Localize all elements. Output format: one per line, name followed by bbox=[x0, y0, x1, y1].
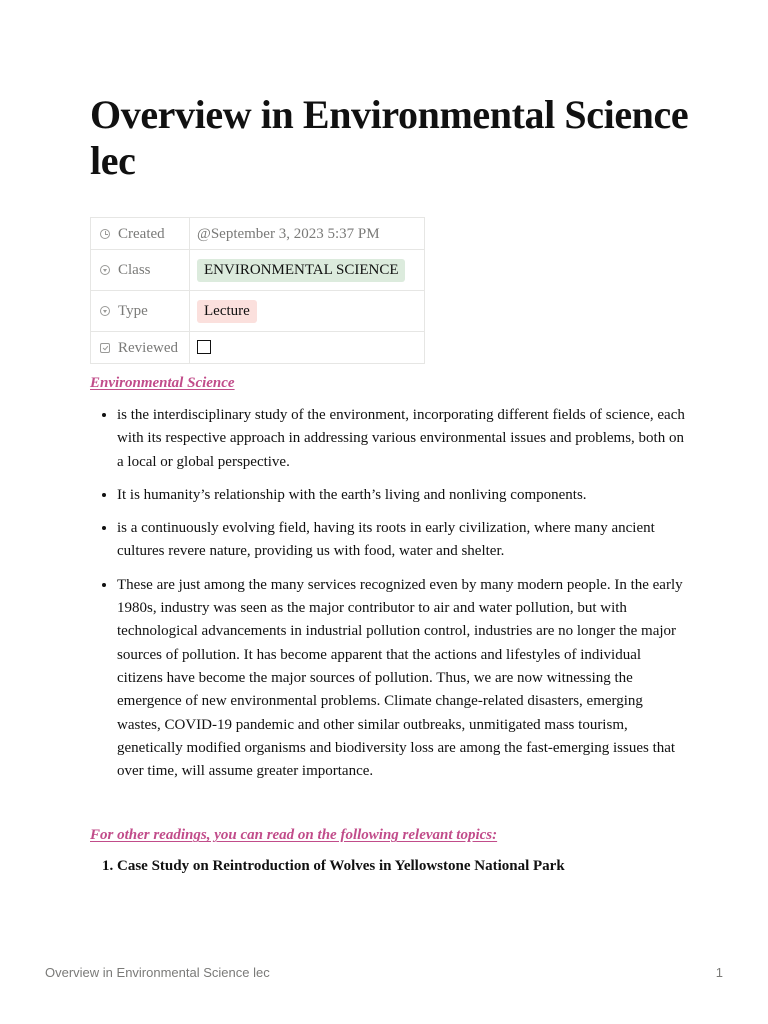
property-key-reviewed bbox=[91, 332, 190, 364]
created-date: @September 3, 2023 5:37 PM bbox=[197, 225, 380, 242]
property-row-reviewed bbox=[91, 332, 425, 364]
other-readings-list bbox=[90, 855, 690, 878]
property-value-type[interactable] bbox=[190, 291, 425, 332]
property-label: Created bbox=[118, 225, 165, 242]
list-item: • is a continuously evolving field, having its roots in early civilization, where many ancient cultures revere nature, providing us with food, water and shelter. bbox=[117, 516, 690, 564]
property-row-class bbox=[91, 250, 425, 291]
select-icon bbox=[100, 306, 110, 316]
property-value-reviewed bbox=[190, 332, 425, 364]
class-tag[interactable]: ENVIRONMENTAL SCIENCE bbox=[197, 259, 405, 282]
property-key-type bbox=[91, 291, 190, 332]
property-key-created bbox=[91, 218, 190, 250]
clock-icon bbox=[100, 229, 110, 239]
property-label: Reviewed bbox=[118, 339, 178, 356]
property-row-type bbox=[91, 291, 425, 332]
property-value-created[interactable] bbox=[190, 218, 425, 250]
footer-title: Overview in Environmental Science lec bbox=[45, 965, 270, 980]
environmental-science-list bbox=[90, 403, 690, 783]
page-number: 1 bbox=[715, 965, 723, 980]
property-label: Type bbox=[118, 303, 148, 319]
select-icon bbox=[100, 265, 110, 275]
document-page bbox=[90, 92, 690, 878]
property-value-class[interactable] bbox=[190, 250, 425, 291]
list-item: 1. Case Study on Reintroduction of Wolves in Yellowstone National Park bbox=[117, 855, 690, 878]
properties-table bbox=[90, 217, 425, 364]
reviewed-checkbox[interactable] bbox=[197, 340, 211, 354]
page-title: Overview in Environmental Science lec bbox=[90, 92, 689, 183]
property-key-class bbox=[91, 250, 190, 291]
checkbox-icon bbox=[100, 343, 110, 353]
property-label: Class bbox=[118, 262, 151, 278]
property-row-created bbox=[91, 218, 425, 250]
list-item: • It is humanity’s relationship with the earth’s living and nonliving components. bbox=[117, 483, 690, 507]
list-item: • is the interdisciplinary study of the environment, incorporating different fields of science, each with its respective approach in addressing various environmental issues and problems, both on a local or global perspective. bbox=[117, 403, 690, 474]
section-heading-other-readings[interactable]: For other readings, you can read on the following relevant topics: bbox=[90, 827, 498, 844]
section-heading-environmental-science[interactable]: Environmental Science bbox=[90, 375, 235, 391]
type-tag[interactable]: Lecture bbox=[197, 300, 257, 323]
list-item: • These are just among the many services recognized even by many modern people. In the early 1980s, industry was seen as the major contributor to air and water pollution, but with technological advancements in industrial pollution control, industries are no longer the major sources of pollution. It has become apparent that the actions and lifestyles of individual citizens have become the major sources of pollution. Thus, we are now witnessing the emergence of new environmental problems. Climate change-related disasters, emerging wastes, COVID-19 pandemic and other similar outbreaks, unmitigated mass tourism, genetically modified organisms and biodiversity loss are among the fast-emerging issues that over time, will assume greater importance. bbox=[117, 573, 690, 784]
